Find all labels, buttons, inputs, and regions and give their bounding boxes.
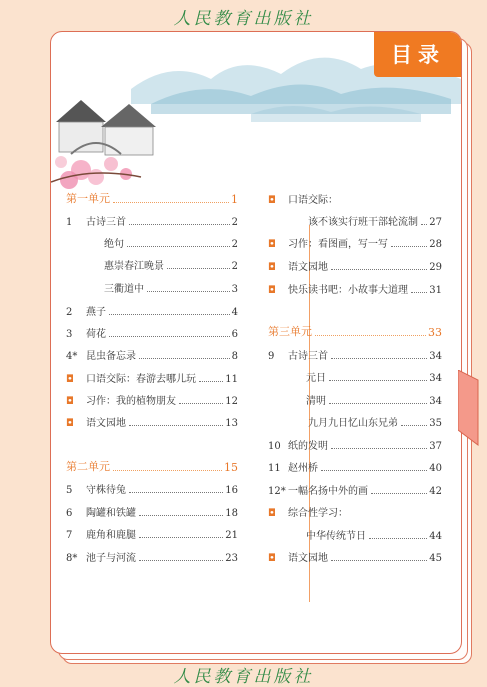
page-number: 44 [429, 531, 442, 542]
entry-title: 守株待兔 [86, 485, 126, 496]
lesson-number: 9 [268, 351, 275, 362]
lesson-entry[interactable] [306, 526, 442, 542]
activity-entry[interactable] [268, 190, 442, 206]
page-number: 42 [429, 486, 442, 497]
entry-title: 昆虫备忘录 [86, 351, 136, 362]
leader-dots [199, 381, 223, 382]
leader-dots [329, 403, 427, 404]
entry-title: 语文园地 [288, 262, 328, 273]
lesson-entry[interactable] [66, 548, 238, 564]
page-number: 2 [231, 217, 238, 228]
activity-icon: ◘ [66, 374, 74, 385]
activity-entry[interactable] [268, 503, 442, 519]
activity-entry[interactable] [268, 257, 442, 273]
activity-icon: ◘ [268, 239, 276, 250]
leader-dots [315, 335, 426, 336]
page-number: 15 [224, 461, 238, 474]
leader-dots [127, 246, 230, 247]
leader-dots [331, 358, 427, 359]
page-number: 2 [231, 261, 238, 272]
entry-title: 池子与河流 [86, 553, 136, 564]
lesson-entry[interactable] [66, 346, 238, 362]
page-number: 21 [225, 530, 238, 541]
leader-dots [139, 515, 223, 516]
entry-title: 第二单元 [66, 460, 110, 473]
activity-icon: ◘ [268, 195, 276, 206]
page-number: 35 [429, 418, 442, 429]
entry-title: 绝句 [104, 239, 124, 250]
entry-title: 口语交际： [288, 195, 338, 206]
activity-entry[interactable] [268, 280, 442, 296]
entry-title: 习作：我的植物朋友 [86, 396, 176, 407]
publisher-logo-bottom: 人民教育出版社 [173, 667, 314, 687]
unit-heading[interactable] [66, 458, 238, 474]
entry-title: 清明 [306, 396, 326, 407]
entry-title: 赵州桥 [288, 463, 318, 474]
entry-title: 语文园地 [288, 553, 328, 564]
entry-title: 综合性学习： [288, 508, 348, 519]
entry-title: 陶罐和铁罐 [86, 508, 136, 519]
leader-dots [331, 269, 427, 270]
lesson-number: 1 [66, 217, 73, 228]
page-number: 23 [225, 553, 238, 564]
lesson-number: 5 [66, 485, 73, 496]
leader-dots [109, 314, 230, 315]
activity-icon: ◘ [268, 508, 276, 519]
leader-dots [113, 470, 222, 471]
lesson-entry[interactable] [66, 324, 238, 340]
lesson-number: 7 [66, 530, 73, 541]
leader-dots [129, 425, 223, 426]
entry-title: 第三单元 [268, 325, 312, 338]
lesson-entry[interactable] [268, 346, 442, 362]
entry-title: 该不该实行班干部轮流制 [308, 217, 418, 228]
page-number: 34 [429, 373, 442, 384]
page-number: 37 [429, 441, 442, 452]
leader-dots [391, 246, 427, 247]
leader-dots [129, 492, 223, 493]
entry-title: 古诗三首 [288, 351, 328, 362]
lesson-entry[interactable] [104, 234, 238, 250]
lesson-number: 3 [66, 329, 73, 340]
lesson-entry[interactable] [308, 413, 442, 429]
page-number: 40 [429, 463, 442, 474]
entry-title: 纸的发明 [288, 441, 328, 452]
activity-icon: ◘ [66, 396, 74, 407]
leader-dots [421, 224, 427, 225]
leader-dots [369, 538, 427, 539]
leader-dots [329, 380, 427, 381]
lesson-entry[interactable] [66, 503, 238, 519]
page-number: 28 [429, 239, 442, 250]
leader-dots [129, 224, 230, 225]
publisher-logo-top: 人民教育出版社 [173, 9, 314, 29]
entry-title: 鹿角和鹿腿 [86, 530, 136, 541]
leader-dots [331, 448, 427, 449]
leader-dots [139, 537, 223, 538]
village-blossom-illustration [51, 82, 171, 192]
page-number: 27 [429, 217, 442, 228]
entry-title: 习作：看图画，写一写 [288, 239, 388, 250]
leader-dots [371, 493, 427, 494]
bookmark-ribbon-icon [458, 370, 482, 450]
page-number: 18 [225, 508, 238, 519]
lesson-number: 8* [66, 553, 78, 564]
page-number: 4 [231, 307, 238, 318]
page-number: 29 [429, 262, 442, 273]
entry-title: 语文园地 [86, 418, 126, 429]
lesson-entry[interactable] [268, 458, 442, 474]
lesson-number: 6 [66, 508, 73, 519]
activity-icon: ◘ [66, 418, 74, 429]
leader-dots [401, 425, 427, 426]
entry-title: 荷花 [86, 329, 106, 340]
lesson-entry[interactable] [306, 368, 442, 384]
lesson-entry[interactable] [306, 391, 442, 407]
lesson-entry[interactable] [66, 302, 238, 318]
activity-icon: ◘ [268, 553, 276, 564]
leader-dots [139, 560, 223, 561]
entry-title: 口语交际：春游去哪儿玩 [86, 374, 196, 385]
page-number: 3 [231, 284, 238, 295]
lesson-entry[interactable] [104, 256, 238, 272]
lesson-entry[interactable] [66, 480, 238, 496]
leader-dots [321, 470, 427, 471]
activity-entry[interactable] [66, 369, 238, 385]
entry-title: 一幅名扬中外的画 [288, 486, 368, 497]
lesson-entry[interactable] [308, 212, 442, 228]
entry-title: 三衢道中 [104, 284, 144, 295]
activity-entry[interactable] [66, 413, 238, 429]
entry-title: 元日 [306, 373, 326, 384]
leader-dots [147, 291, 230, 292]
page-number: 34 [429, 396, 442, 407]
page-number: 33 [428, 326, 442, 339]
leader-dots [331, 560, 427, 561]
lesson-number: 4* [66, 351, 78, 362]
leader-dots [109, 336, 230, 337]
lesson-entry[interactable] [66, 212, 238, 228]
entry-title: 古诗三首 [86, 217, 126, 228]
page-number: 8 [231, 351, 238, 362]
page-number: 34 [429, 351, 442, 362]
activity-icon: ◘ [268, 285, 276, 296]
leader-dots [411, 292, 427, 293]
page-number: 6 [231, 329, 238, 340]
leader-dots [179, 403, 223, 404]
lesson-entry[interactable] [104, 279, 238, 295]
activity-icon: ◘ [268, 262, 276, 273]
activity-entry[interactable] [66, 391, 238, 407]
leader-dots [113, 202, 229, 203]
page-number: 2 [231, 239, 238, 250]
lesson-entry[interactable] [66, 525, 238, 541]
page-number: 16 [225, 485, 238, 496]
entry-title: 第一单元 [66, 192, 110, 205]
lesson-number: 12* [268, 486, 286, 497]
page-number: 12 [225, 396, 238, 407]
lesson-number: 2 [66, 307, 73, 318]
leader-dots [167, 268, 230, 269]
entry-title: 九月九日忆山东兄弟 [308, 418, 398, 429]
leader-dots [139, 358, 230, 359]
lesson-number: 10 [268, 441, 281, 452]
lesson-number: 11 [268, 463, 281, 474]
entry-title: 燕子 [86, 307, 106, 318]
entry-title: 中华传统节日 [306, 531, 366, 542]
entry-title: 惠崇春江晚景 [104, 261, 164, 272]
page-number: 45 [429, 553, 442, 564]
unit-heading[interactable] [66, 190, 238, 206]
page-number: 31 [429, 285, 442, 296]
contents-badge: 目录 [374, 31, 462, 77]
activity-entry[interactable] [268, 548, 442, 564]
page-number: 13 [225, 418, 238, 429]
activity-entry[interactable] [268, 234, 442, 250]
lesson-entry[interactable] [268, 481, 442, 497]
unit-heading[interactable] [268, 323, 442, 339]
entry-title: 快乐读书吧：小故事大道理 [288, 285, 408, 296]
page-number: 1 [231, 193, 238, 206]
page-number: 11 [225, 374, 238, 385]
lesson-entry[interactable] [268, 436, 442, 452]
